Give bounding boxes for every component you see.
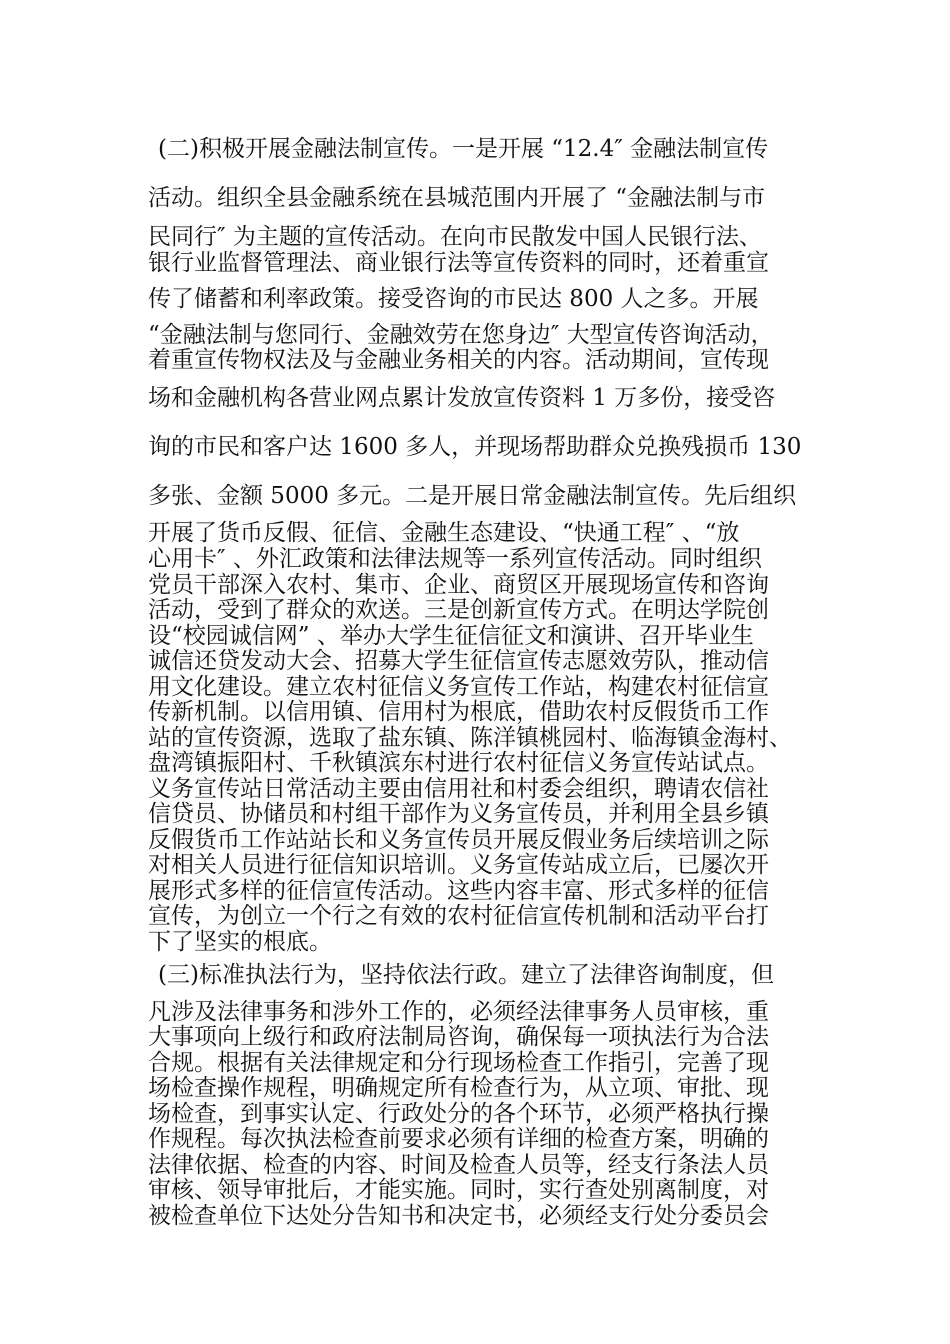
text-line: 党员干部深入农村、集市、企业、商贸区开展现场宣传和咨询 bbox=[148, 572, 769, 598]
text-line: 信贷员、协储员和村组干部作为义务宣传员，并利用全县乡镇 bbox=[148, 801, 769, 827]
text-line: 义务宣传站日常活动主要由信用社和村委会组织，聘请农信社 bbox=[148, 776, 769, 802]
text-line: 传新机制。以信用镇、信用村为根底，借助农村反假货币工作 bbox=[148, 699, 769, 725]
text-line: 盘湾镇振阳村、千秋镇滨东村进行农村征信义务宣传站试点。 bbox=[148, 750, 769, 776]
text-line: 作规程。每次执法检查前要求必须有详细的检查方案，明确的 bbox=[148, 1126, 769, 1152]
text-line: 开展了货币反假、征信、金融生态建设、“快通工程″ 、“放 bbox=[148, 520, 740, 546]
text-line: 凡涉及法律事务和涉外工作的，必须经法律事务人员审核，重 bbox=[148, 999, 769, 1025]
text-line: 下了坚实的根底。 bbox=[148, 929, 332, 955]
text-line: 心用卡″ 、外汇政策和法律法规等一系列宣传活动。同时组织 bbox=[148, 546, 762, 572]
text-line: 反假货币工作站站长和义务宣传员开展反假业务后续培训之际 bbox=[148, 827, 769, 853]
text-line: 对相关人员进行征信知识培训。义务宣传站成立后，已屡次开 bbox=[148, 852, 769, 878]
text-line: 法律依据、检查的内容、时间及检查人员等，经支行条法人员 bbox=[148, 1152, 769, 1178]
text-line: 大事项向上级行和政府法制局咨询，确保每一项执法行为合法 bbox=[148, 1024, 769, 1050]
text-line: 审核、领导审批后，才能实施。同时，实行查处别离制度，对 bbox=[148, 1177, 769, 1203]
text-line: 合规。根据有关法律规定和分行现场检查工作指引，完善了现 bbox=[148, 1050, 769, 1076]
text-line: 活动。组织全县金融系统在县城范围内开展了 “金融法制与市 bbox=[148, 185, 766, 211]
text-line: (三)标准执法行为，坚持依法行政。建立了法律咨询制度，但 bbox=[158, 962, 774, 988]
text-line: “金融法制与您同行、金融效劳在您身边″ 大型宣传咨询活动， bbox=[148, 322, 774, 348]
text-line: 展形式多样的征信宣传活动。这些内容丰富、形式多样的征信 bbox=[148, 878, 769, 904]
text-line: 多张、金额 5000 多元。二是开展日常金融法制宣传。先后组织 bbox=[148, 483, 797, 509]
text-line: 宣传，为创立一个行之有效的农村征信宣传机制和活动平台打 bbox=[148, 903, 769, 929]
text-line: 站的宣传资源，选取了盐东镇、陈洋镇桃园村、临海镇金海村、 bbox=[148, 725, 792, 751]
text-line: 场检查，到事实认定、行政处分的各个环节，必须严格执行操 bbox=[148, 1101, 769, 1127]
text-line: 民同行″ 为主题的宣传活动。在向市民散发中国人民银行法、 bbox=[148, 224, 762, 250]
text-line: 传了储蓄和利率政策。接受咨询的市民达 800 人之多。开展 bbox=[148, 286, 759, 312]
text-line: 场和金融机构各营业网点累计发放宣传资料 1 万多份，接受咨 bbox=[148, 385, 776, 411]
text-line: 场检查操作规程，明确规定所有检查行为，从立项、审批、现 bbox=[148, 1075, 769, 1101]
text-line: 银行业监督管理法、商业银行法等宣传资料的同时，还着重宣 bbox=[148, 250, 769, 276]
text-line: 设“校园诚信网” 、举办大学生征信征文和演讲、召开毕业生 bbox=[148, 623, 754, 649]
text-line: 着重宣传物权法及与金融业务相关的内容。活动期间，宣传现 bbox=[148, 347, 769, 373]
text-line: (二)积极开展金融法制宣传。一是开展 “12.4″ 金融法制宣传 bbox=[158, 136, 769, 162]
text-line: 询的市民和客户达 1600 多人，并现场帮助群众兑换残损币 130 bbox=[148, 434, 802, 460]
text-line: 被检查单位下达处分告知书和决定书，必须经支行处分委员会 bbox=[148, 1203, 769, 1229]
text-line: 活动，受到了群众的欢送。三是创新宣传方式。在明达学院创 bbox=[148, 597, 769, 623]
text-line: 诚信还贷发动大会、招募大学生征信宣传志愿效劳队，推动信 bbox=[148, 648, 769, 674]
text-line: 用文化建设。建立农村征信义务宣传工作站，构建农村征信宣 bbox=[148, 674, 769, 700]
